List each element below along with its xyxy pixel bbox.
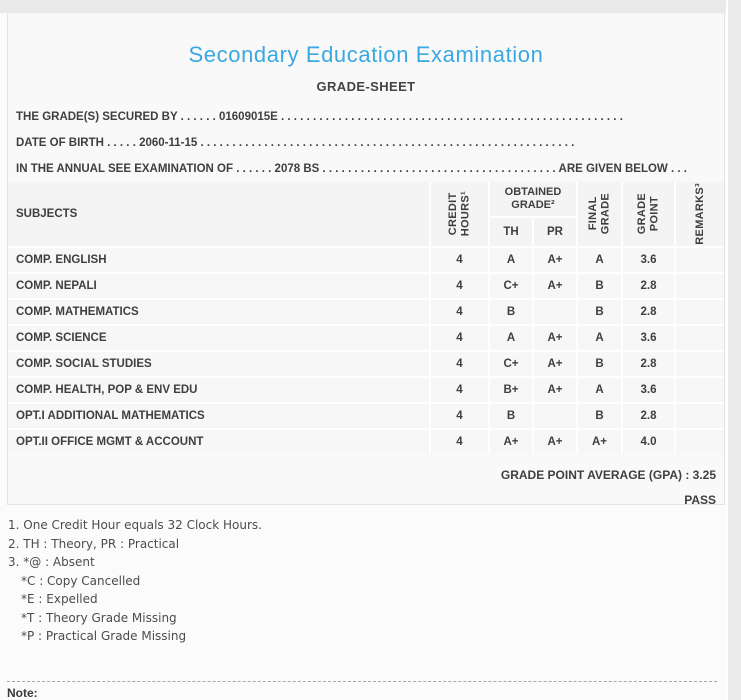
pr-grade-cell: A+	[534, 352, 576, 376]
table-row	[8, 378, 724, 402]
scrollbar-track[interactable]	[726, 0, 741, 700]
th-grade-cell: B	[490, 300, 532, 324]
remarks-cell	[676, 326, 724, 350]
pr-grade-cell: A+	[534, 248, 576, 272]
pr-grade-cell	[534, 404, 576, 428]
subjects-column-header: SUBJECTS	[8, 182, 429, 246]
table-row	[8, 430, 724, 454]
footnote-line: *T : Theory Grade Missing	[21, 610, 177, 625]
pr-grade-cell: A+	[534, 274, 576, 298]
remarks-cell	[676, 300, 724, 324]
remarks-cell	[676, 274, 724, 298]
remarks-cell	[676, 378, 724, 402]
subject-cell: COMP. MATHEMATICS	[8, 300, 429, 324]
final-grade-cell: A	[578, 378, 621, 402]
gpoint-label-line1: GRADE	[636, 193, 648, 235]
grades-secured-by-line: THE GRADE(S) SECURED BY . . . . . . 01609015E . . . . . . . . . . . . . . . . . . . . . . . . . . . . . . . . . . . . . . . . . . . . . . . . . . . . . .	[16, 111, 623, 123]
grades-table	[8, 182, 724, 454]
final-grade-column-header	[578, 182, 621, 246]
table-row	[8, 274, 724, 298]
grade-point-cell: 2.8	[623, 300, 674, 324]
final-label-line2: GRADE	[599, 193, 612, 235]
th-grade-cell: B+	[490, 378, 532, 402]
grade-point-cell: 4.0	[623, 430, 674, 454]
footnotes-section	[8, 516, 262, 646]
final-grade-cell: A	[578, 248, 621, 272]
footnote-line: *E : Expelled	[21, 592, 98, 606]
credit-cell: 4	[431, 248, 488, 272]
subject-cell: OPT.II OFFICE MGMT & ACCOUNT	[8, 430, 429, 454]
table-row	[8, 352, 724, 376]
obtained-label-line1: OBTAINED	[504, 186, 562, 198]
subject-cell: COMP. NEPALI	[8, 274, 429, 298]
grade-point-vertical-label	[636, 193, 661, 234]
examination-year-line: IN THE ANNUAL SEE EXAMINATION OF . . . . . . 2078 BS . . . . . . . . . . . . . . . . . . . . . . . . . . . . . . . . . . . . . ARE GIVEN BELOW . . .	[16, 163, 687, 175]
remarks-cell	[676, 352, 724, 376]
table-row	[8, 300, 724, 324]
subject-cell: COMP. ENGLISH	[8, 248, 429, 272]
grade-point-cell: 2.8	[623, 274, 674, 298]
grade-point-cell: 2.8	[623, 352, 674, 376]
final-grade-cell: B	[578, 352, 621, 376]
obtained-label-line2: GRADE²	[511, 199, 555, 211]
credit-hours-vertical-label	[447, 191, 472, 236]
theory-column-header: TH	[490, 218, 532, 246]
table-row	[8, 326, 724, 350]
credit-cell: 4	[431, 300, 488, 324]
th-grade-cell: B	[490, 404, 532, 428]
obtained-grade-column-header	[490, 182, 576, 216]
grade-point-column-header	[623, 182, 674, 246]
remarks-cell	[676, 404, 724, 428]
final-grade-cell: A+	[578, 430, 621, 454]
student-info-section	[8, 104, 724, 182]
grade-point-cell: 2.8	[623, 404, 674, 428]
th-grade-cell: C+	[490, 352, 532, 376]
footnote-line: *C : Copy Cancelled	[21, 573, 141, 588]
credit-cell: 4	[431, 326, 488, 350]
th-grade-cell: A+	[490, 430, 532, 454]
grade-point-cell: 3.6	[623, 378, 674, 402]
footnote-line: 3. *@ : Absent	[8, 555, 95, 569]
credit-cell: 4	[431, 352, 488, 376]
credit-label-line2: HOURS¹	[459, 191, 472, 237]
th-grade-cell: A	[490, 326, 532, 350]
remarks-label-line1: REMARKS³	[693, 183, 706, 245]
date-of-birth-line: DATE OF BIRTH . . . . . 2060-11-15 . . . . . . . . . . . . . . . . . . . . . . . . . . . . . . . . . . . . . . . . . . . . . . . . . . . . . . . . . . .	[16, 137, 575, 149]
pr-grade-cell	[534, 300, 576, 324]
top-strip	[0, 0, 741, 13]
table-row	[8, 248, 724, 272]
credit-cell: 4	[431, 274, 488, 298]
gpoint-label-line2: POINT	[648, 196, 661, 232]
footnote-line: 1. One Credit Hour equals 32 Clock Hours.	[8, 518, 262, 532]
subject-cell: COMP. HEALTH, POP & ENV EDU	[8, 378, 429, 402]
table-header-row	[8, 182, 724, 246]
pr-grade-cell: A+	[534, 378, 576, 402]
final-grade-vertical-label	[587, 193, 612, 234]
credit-hours-column-header	[431, 182, 488, 246]
result-status: PASS	[684, 493, 716, 507]
remarks-cell	[676, 248, 724, 272]
subject-cell: OPT.I ADDITIONAL MATHEMATICS	[8, 404, 429, 428]
final-label-line1: FINAL	[587, 197, 599, 231]
final-grade-cell: B	[578, 274, 621, 298]
credit-cell: 4	[431, 404, 488, 428]
footnote-line: 2. TH : Theory, PR : Practical	[8, 536, 180, 551]
grade-point-cell: 3.6	[623, 248, 674, 272]
page-subtitle: GRADE-SHEET	[316, 79, 416, 94]
subject-cell: COMP. SOCIAL STUDIES	[8, 352, 429, 376]
gradesheet-card	[7, 13, 725, 505]
note-label: Note:	[7, 686, 38, 700]
credit-cell: 4	[431, 378, 488, 402]
final-grade-cell: B	[578, 300, 621, 324]
page-title: Secondary Education Examination	[188, 42, 544, 67]
credit-label-line1: CREDIT	[447, 192, 459, 236]
pr-grade-cell: A+	[534, 326, 576, 350]
dashed-divider	[7, 681, 717, 682]
th-grade-cell: C+	[490, 274, 532, 298]
subject-cell: COMP. SCIENCE	[8, 326, 429, 350]
footnote-line: *P : Practical Grade Missing	[21, 629, 187, 643]
table-row	[8, 404, 724, 428]
gpa-summary: GRADE POINT AVERAGE (GPA) : 3.25	[500, 468, 716, 482]
practical-column-header: PR	[534, 218, 576, 246]
credit-cell: 4	[431, 430, 488, 454]
final-grade-cell: B	[578, 404, 621, 428]
pr-grade-cell: A+	[534, 430, 576, 454]
th-grade-cell: A	[490, 248, 532, 272]
remarks-column-header	[676, 182, 724, 246]
final-grade-cell: A	[578, 326, 621, 350]
remarks-vertical-label	[694, 183, 707, 245]
grade-point-cell: 3.6	[623, 326, 674, 350]
remarks-cell	[676, 430, 724, 454]
